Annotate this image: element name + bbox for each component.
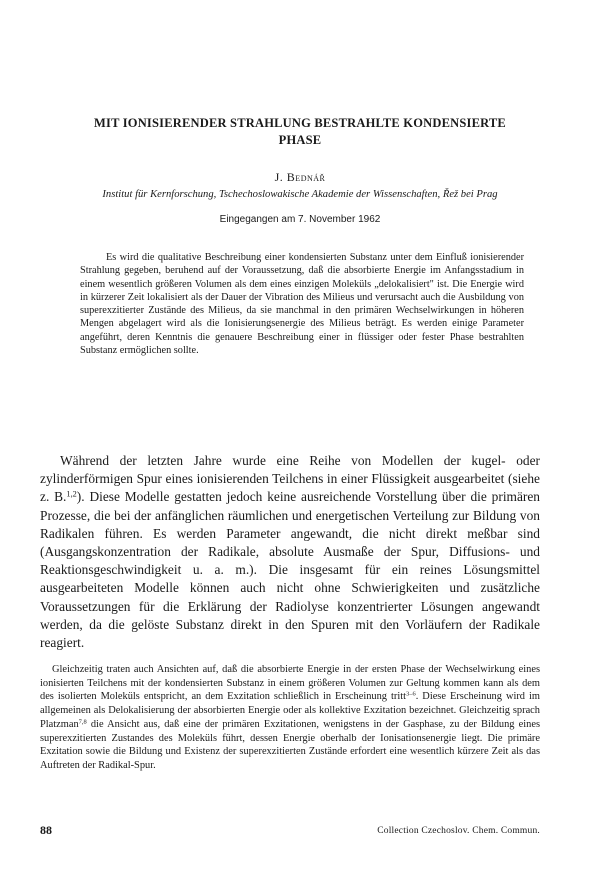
citation-ref: 3–6 xyxy=(406,690,416,698)
journal-name: Collection Czechoslov. Chem. Commun. xyxy=(377,826,540,836)
title-line-1: MIT IONISIERENDER STRAHLUNG BESTRAHLTE KONDENSIERTE xyxy=(94,116,506,130)
body-paragraph-2 xyxy=(40,663,540,773)
citation-ref: 1,2 xyxy=(66,489,77,499)
citation-ref: 7,8 xyxy=(78,718,87,726)
body-paragraph-1 xyxy=(40,452,540,652)
abstract: Es wird die qualitative Beschreibung einer kondensierten Substanz unter dem Einfluß ionisierender Strahlung gegeben, beruhend auf der Voraussetzung, daß die absorbierte Energie im Anfangsstadium in einem wesentlich größeren Volumen als dem eines einzigen Moleküls „delokalisiert" ist. Die Energie wird in kürzerer Zeit lokalisiert als der Dauer der Vibration des Milieus und verursacht auch die Ausbildung von superexzitierter Zustände des Milieus, da sie manchmal in den primären Wechselwirkungen in höheren Mengen abgelagert wird als die Ionisierungsenergie des Milieus beträgt. Es werden einige Parameter angeführt, deren Kenntnis die genauere Beschreibung einer in flüssiger oder fester Phase bestrahlten Substanz ermöglichen sollte. xyxy=(80,252,524,357)
page-number: 88 xyxy=(40,823,52,837)
article-title xyxy=(60,115,540,149)
title-line-2: PHASE xyxy=(278,133,322,147)
author-affiliation: Institut für Kernforschung, Tschechoslowakische Akademie der Wissenschaften, Řež bei Prag xyxy=(102,189,498,200)
author-initial: J. xyxy=(274,170,287,184)
paragraph-2-text-b: . Diese Erscheinung wird im allgemeinen als Delokalisierung der absorbierten Energie oder als kollektive Exzitation bezeichnet. Gleichzeitig sprach Platzman xyxy=(40,691,540,730)
paragraph-2-text-c: die Ansicht aus, daß eine der primären Exzitationen, wenigstens in der Gasphase, zu der Bildung eines superexzitierten Zustandes des Moleküls führt, dessen Energie oberhalb der Ionisationsenergie liegt. Die primäre Exzitation sowie die Bildung und Existenz der superexzitierten Zustände erfordert eine wesentlich kürzere Zeit als das Auftreten der Radikal-Spur. xyxy=(40,718,540,771)
received-date: Eingegangen am 7. November 1962 xyxy=(219,214,381,225)
paragraph-1-text-a: Während der letzten Jahre wurde eine Reihe von Modellen der kugel- oder zylinderförmigen Spur eines ionisierenden Teilchens in einer Flüssigkeit ausgearbeitet (siehe z. B. xyxy=(40,453,540,505)
author xyxy=(60,170,540,185)
paragraph-2-text-a: Gleichzeitig traten auch Ansichten auf, daß die absorbierte Energie in der ersten Phase der Wechselwirkung eines ionisierten Teilchens mit der kondensierten Substanz in einem größeren Volumen zur Geltung kommen kann als dem des isolierten Moleküls entspricht, an dem Exzitation schließlich in Erscheinung tritt xyxy=(40,664,540,703)
paragraph-1-text-b: ). Diese Modelle gestatten jedoch keine ausreichende Vorstellung über die primären Prozesse, die bei der anfänglichen räumlichen und energetischen Verteilung zur Bildung von Radikalen führen. Es werden Parameter angewandt, die nicht direkt meßbar sind (Ausgangskonzentration der Radikale, absolute Ausmaße der Spur, Diffusions- und Reaktionsgeschwindigkeit u. a. m.). Die insgesamt für ein reines Lösungsmittel ausgearbeiteten Modelle können auch nicht ohne Schwierigkeiten und zusätzliche Voraussetzungen für die Erklärung der Radiolyse konzentrierter Lösungen angewandt werden, da die gelöste Substanz direkt in den Spuren mit den Vorläufern der Radikale reagiert. xyxy=(40,489,541,651)
author-name: Bednář xyxy=(286,170,326,184)
